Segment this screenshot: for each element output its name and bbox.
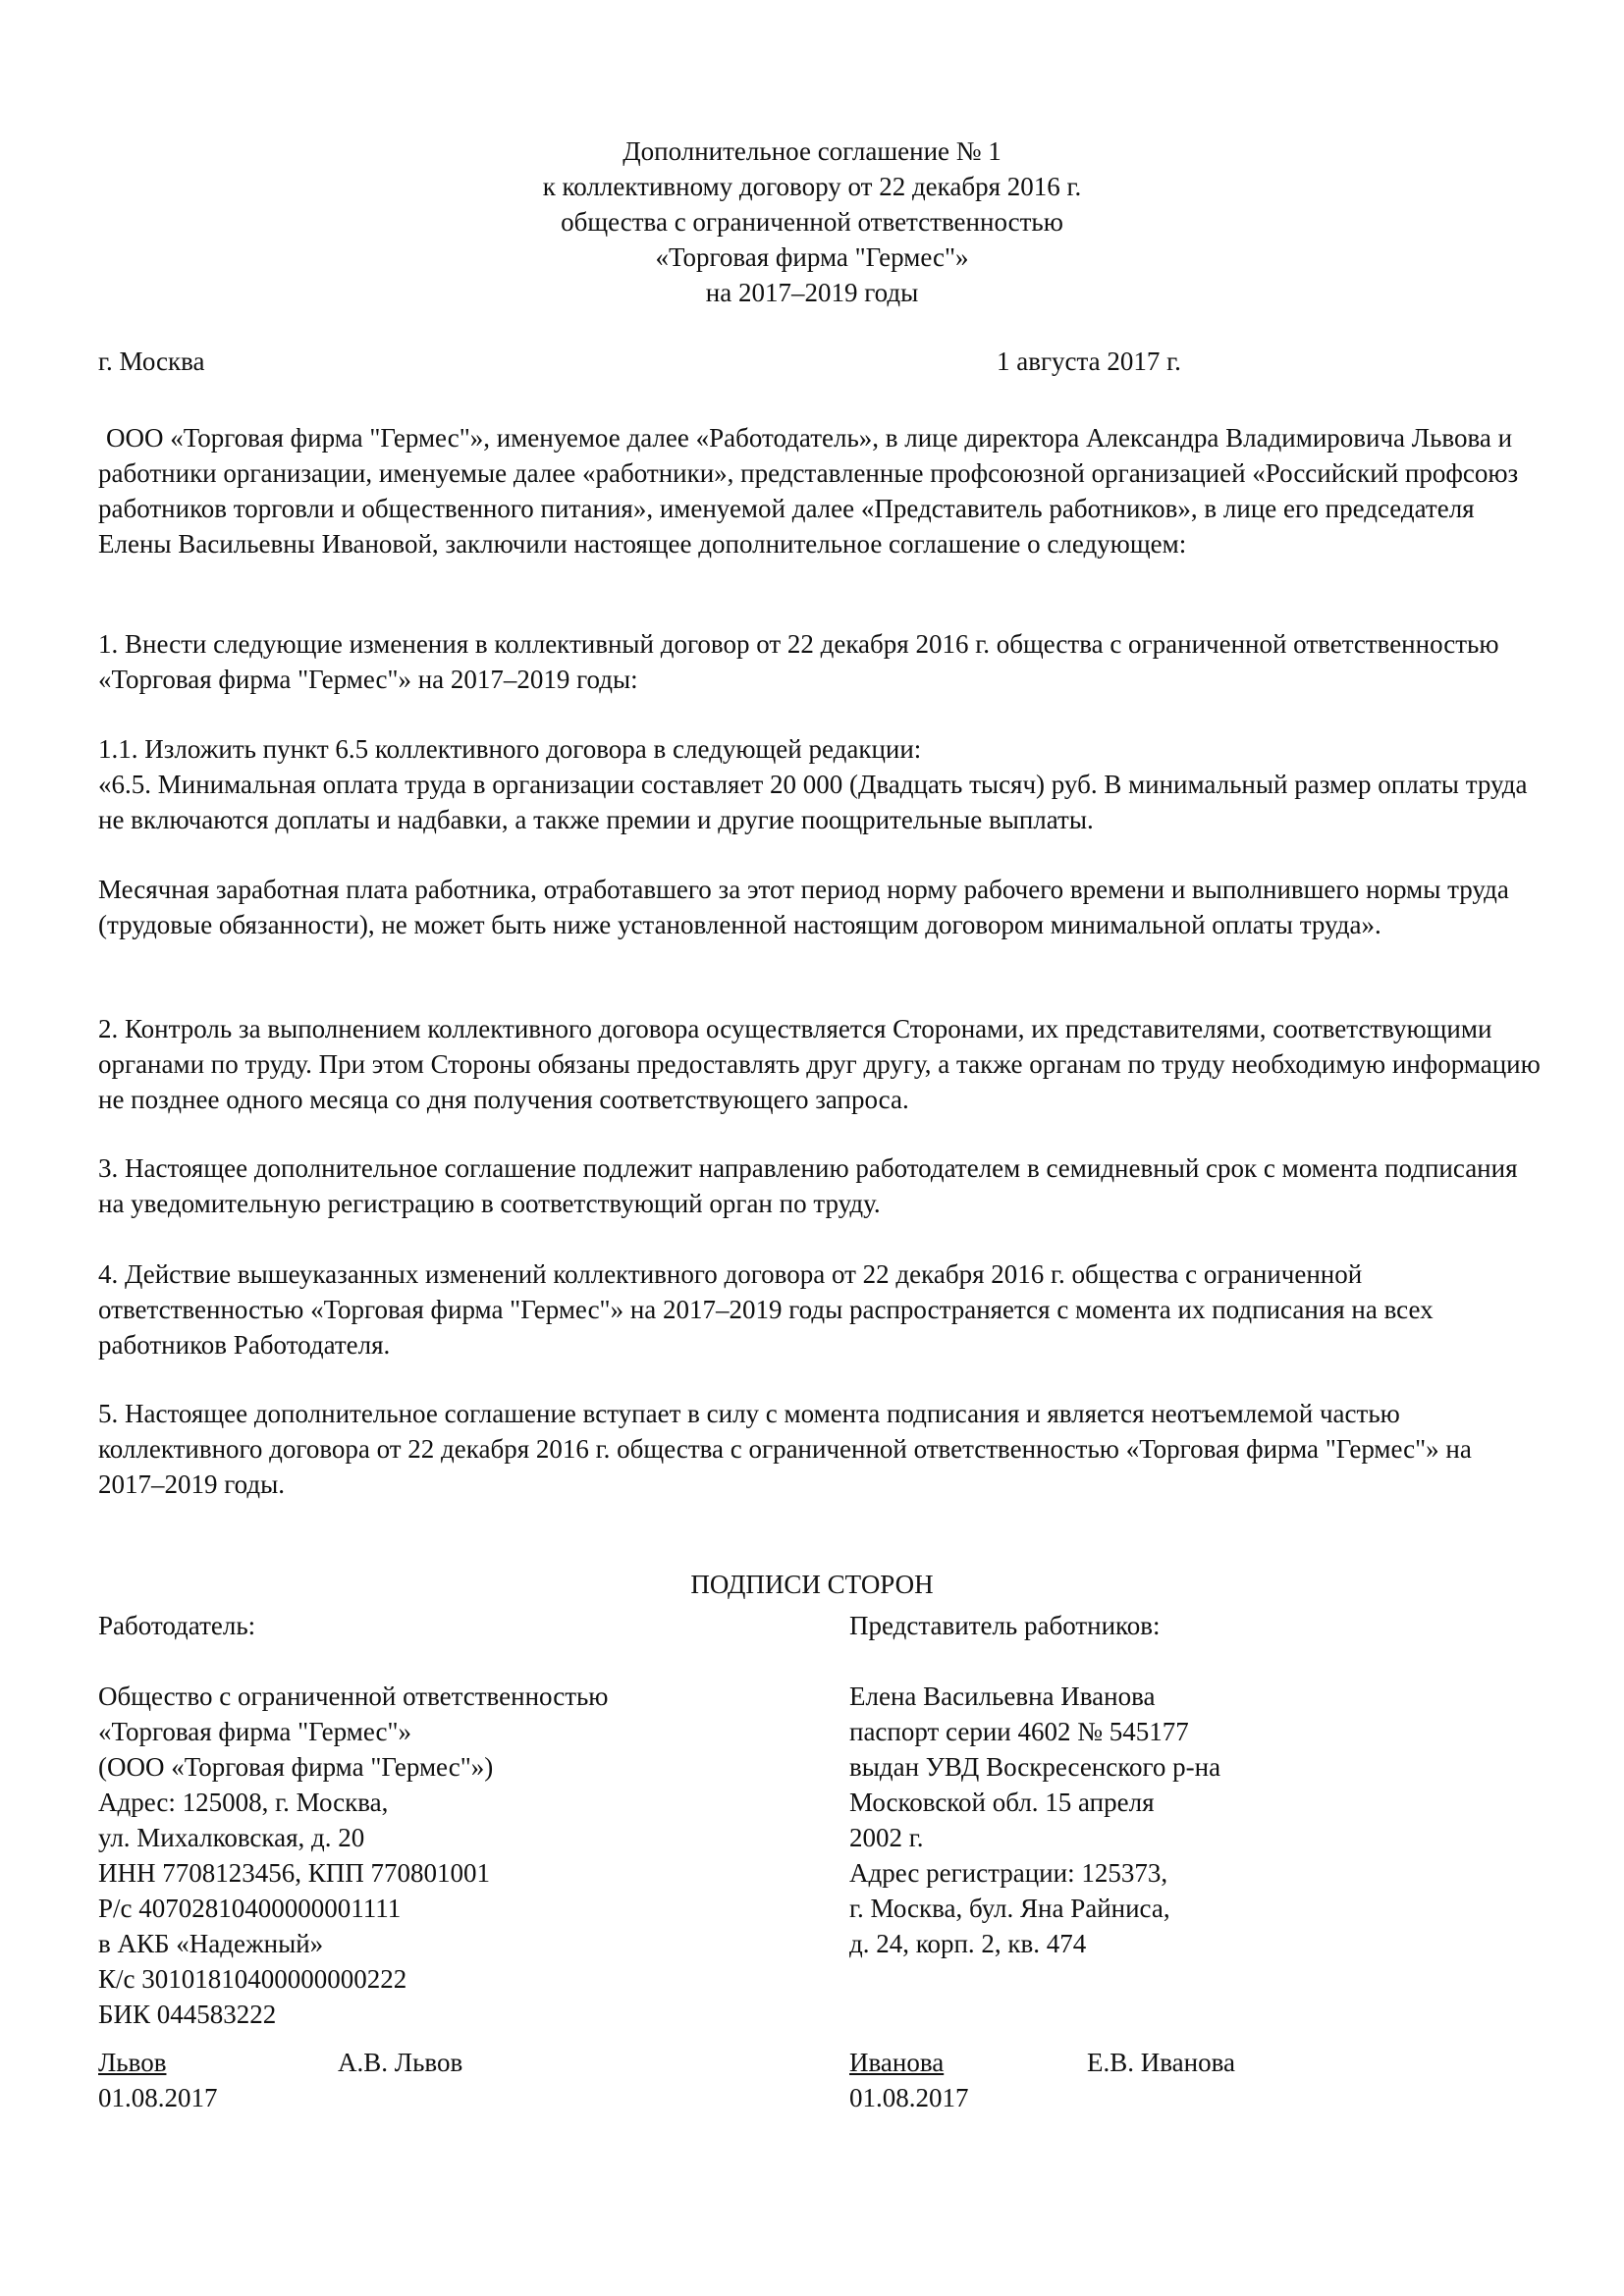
employer-line: Адрес: 125008, г. Москва, <box>98 1788 389 1817</box>
representative-line: д. 24, корп. 2, кв. 474 <box>849 1929 1087 1958</box>
section-1-1-heading: 1.1. Изложить пункт 6.5 коллективного договора в следующей редакции: <box>98 734 922 764</box>
section-3-text: 3. Настоящее дополнительное соглашение подлежит направлению работодателем в семидневный срок с момента подписания на уведомительную регистрацию в соответствующий орган по труду. <box>98 1153 1518 1218</box>
agreement-date: 1 августа 2017 г. <box>997 347 1181 376</box>
employer-line: Общество с ограниченной ответственностью <box>98 1682 609 1711</box>
employer-line: (ООО «Торговая фирма "Гермес"») <box>98 1752 494 1782</box>
employer-line: ул. Михалковская, д. 20 <box>98 1823 365 1852</box>
title-line-2: к коллективному договору от 22 декабря 2016 г. <box>542 172 1082 201</box>
section-2 <box>98 1011 1542 1117</box>
section-1-1 <box>98 731 1542 837</box>
representative-line: Елена Васильевна Иванова <box>849 1682 1156 1711</box>
representative-sign-date: 01.08.2017 <box>849 2083 969 2112</box>
employer-signature: Львов <box>98 2048 167 2077</box>
place-date-row <box>98 344 1276 379</box>
section-5-text: 5. Настоящее дополнительное соглашение вступает в силу с момента подписания и является неотъемлемой частью коллективного договора от 22 декабря 2016 г. общества с ограниченной ответственностью «Торговая фирма "Гермес"» на 2017–2019 годы. <box>98 1399 1472 1499</box>
section-4-text: 4. Действие вышеуказанных изменений коллективного договора от 22 декабря 2016 г. общества с ограниченной ответственностью «Торговая фирма "Гермес"» на 2017–2019 годы распространяется с момента их подписания на всех работников Работодателя. <box>98 1259 1434 1360</box>
representative-line: 2002 г. <box>849 1823 924 1852</box>
representative-line: г. Москва, бул. Яна Райниса, <box>849 1894 1170 1923</box>
representative-line: Адрес регистрации: 125373, <box>849 1858 1168 1888</box>
title-line-3: общества с ограниченной ответственностью <box>561 207 1063 237</box>
representative-line: Московской обл. 15 апреля <box>849 1788 1155 1817</box>
title-line-4: «Торговая фирма "Гермес"» <box>655 242 969 272</box>
representative-signature: Иванова <box>849 2048 945 2077</box>
section-1-1-paragraph-2-text: Месячная заработная плата работника, отработавшего за этот период норму рабочего времени и выполнившего нормы труда (трудовые обязанности), не может быть ниже установленной настоящим договором минимальной оплаты труда». <box>98 875 1509 939</box>
section-1-1-quote: «6.5. Минимальная оплата труда в организации составляет 20 000 (Двадцать тысяч) руб. В минимальный размер оплаты труда не включаются доплаты и надбавки, а также премии и другие поощрительные выплаты. <box>98 770 1528 834</box>
signatures-header: ПОДПИСИ СТОРОН <box>690 1570 934 1599</box>
representative-line: выдан УВД Воскресенского р-на <box>849 1752 1221 1782</box>
employer-line: БИК 044583222 <box>98 2000 277 2029</box>
employer-role: Работодатель: <box>98 1611 256 1640</box>
employer-line: в АКБ «Надежный» <box>98 1929 324 1958</box>
representative-role: Представитель работников: <box>849 1611 1161 1640</box>
employer-signer-name: А.В. Львов <box>338 2048 463 2077</box>
preamble-text: ООО «Торговая фирма "Гермес"», именуемое далее «Работодатель», в лице директора Александра Владимировича Львова и работники организации, именуемые далее «работники», представленные профсоюзной организацией «Российский профсоюз работников торговли и общественного питания», именуемой далее «Представитель работников», в лице его председателя Елены Васильевны Ивановой, заключили настоящее дополнительное соглашение о следующем: <box>98 423 1519 559</box>
place: г. Москва <box>98 347 205 376</box>
employer-sign-date: 01.08.2017 <box>98 2083 218 2112</box>
section-1-text: 1. Внести следующие изменения в коллективный договор от 22 декабря 2016 г. общества с ограниченной ответственностью «Торговая фирма "Гермес"» на 2017–2019 годы: <box>98 629 1499 694</box>
representative-details <box>849 1608 1537 1961</box>
employer-line: «Торговая фирма "Гермес"» <box>98 1717 411 1746</box>
section-1 <box>98 626 1542 697</box>
employer-line: Р/с 40702810400000001111 <box>98 1894 402 1923</box>
employer-line: ИНН 7708123456, КПП 770801001 <box>98 1858 491 1888</box>
employer-details <box>98 1608 785 2032</box>
title-line-1: Дополнительное соглашение № 1 <box>623 136 1001 166</box>
representative-signer-name: Е.В. Иванова <box>1087 2048 1235 2077</box>
section-3 <box>98 1150 1542 1221</box>
section-4 <box>98 1256 1542 1362</box>
representative-line: паспорт серии 4602 № 545177 <box>849 1717 1189 1746</box>
section-5 <box>98 1396 1542 1502</box>
section-1-1-paragraph-2 <box>98 872 1542 942</box>
section-2-text: 2. Контроль за выполнением коллективного договора осуществляется Сторонами, их представителями, соответствующими органами по труду. При этом Стороны обязаны предоставлять друг другу, а также органам по труду необходимую информацию не позднее одного месяца со дня получения соответствующего запроса. <box>98 1014 1541 1114</box>
employer-line: К/с 30101810400000000222 <box>98 1964 407 1994</box>
document-title <box>0 133 1624 310</box>
title-line-5: на 2017–2019 годы <box>705 278 919 307</box>
preamble <box>98 420 1542 561</box>
